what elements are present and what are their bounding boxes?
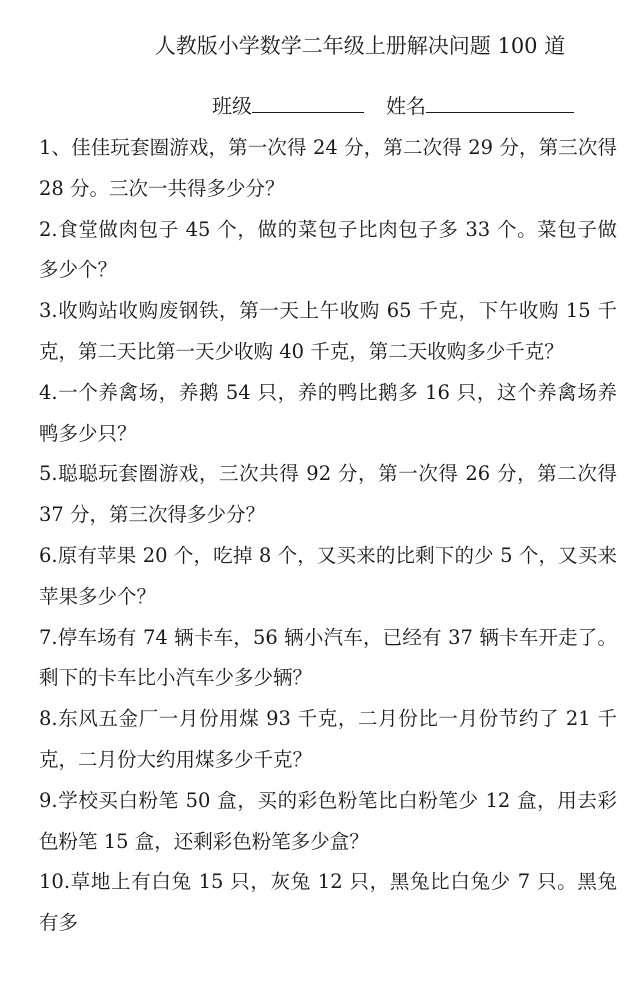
question-item: 10.草地上有白兔 15 只，灰兔 12 只，黑兔比白兔少 7 只。黑兔有多 xyxy=(39,870,617,935)
question-item: 6.原有苹果 20 个，吃掉 8 个，又买来的比剩下的少 5 个，又买来苹果多少个？ xyxy=(39,543,617,608)
page-title: 人教版小学数学二年级上册解决问题 100 道 xyxy=(154,34,566,58)
question-item: 2.食堂做肉包子 45 个，做的菜包子比肉包子多 33 个。菜包子做多少个？ xyxy=(39,217,617,282)
question-item: 4.一个养禽场，养鹅 54 只，养的鸭比鹅多 16 只，这个养禽场养鸭多少只？ xyxy=(39,380,617,445)
question-item: 5.聪聪玩套圈游戏，三次共得 92 分，第一次得 26 分，第二次得 37 分，第三次得多少分？ xyxy=(39,462,617,527)
question-list xyxy=(39,128,617,944)
question-item: 9.学校买白粉笔 50 盒，买的彩色粉笔比白粉笔少 12 盒，用去彩色粉笔 15 盒，还剩彩色粉笔多少盒？ xyxy=(39,788,617,853)
question-item: 8.东风五金厂一月份用煤 93 千克，二月份比一月份节约了 21 千克，二月份大约用煤多少千克？ xyxy=(39,707,617,771)
student-info-line xyxy=(212,90,574,119)
name-label: 姓名 xyxy=(386,94,426,118)
class-label: 班级 xyxy=(212,94,252,118)
question-item: 1、佳佳玩套圈游戏，第一次得 24 分，第二次得 29 分，第三次得 28 分。三次一共得多少分？ xyxy=(39,136,617,200)
question-item: 7.停车场有 74 辆卡车，56 辆小汽车，已经有 37 辆卡车开走了。剩下的卡车比小汽车少多少辆？ xyxy=(39,625,617,690)
name-blank-line xyxy=(426,112,574,113)
question-item: 3.收购站收购废钢铁，第一天上午收购 65 千克，下午收购 15 千克，第二天比第一天少收购 40 千克，第二天收购多少千克？ xyxy=(39,299,617,363)
class-blank-line xyxy=(252,112,364,113)
